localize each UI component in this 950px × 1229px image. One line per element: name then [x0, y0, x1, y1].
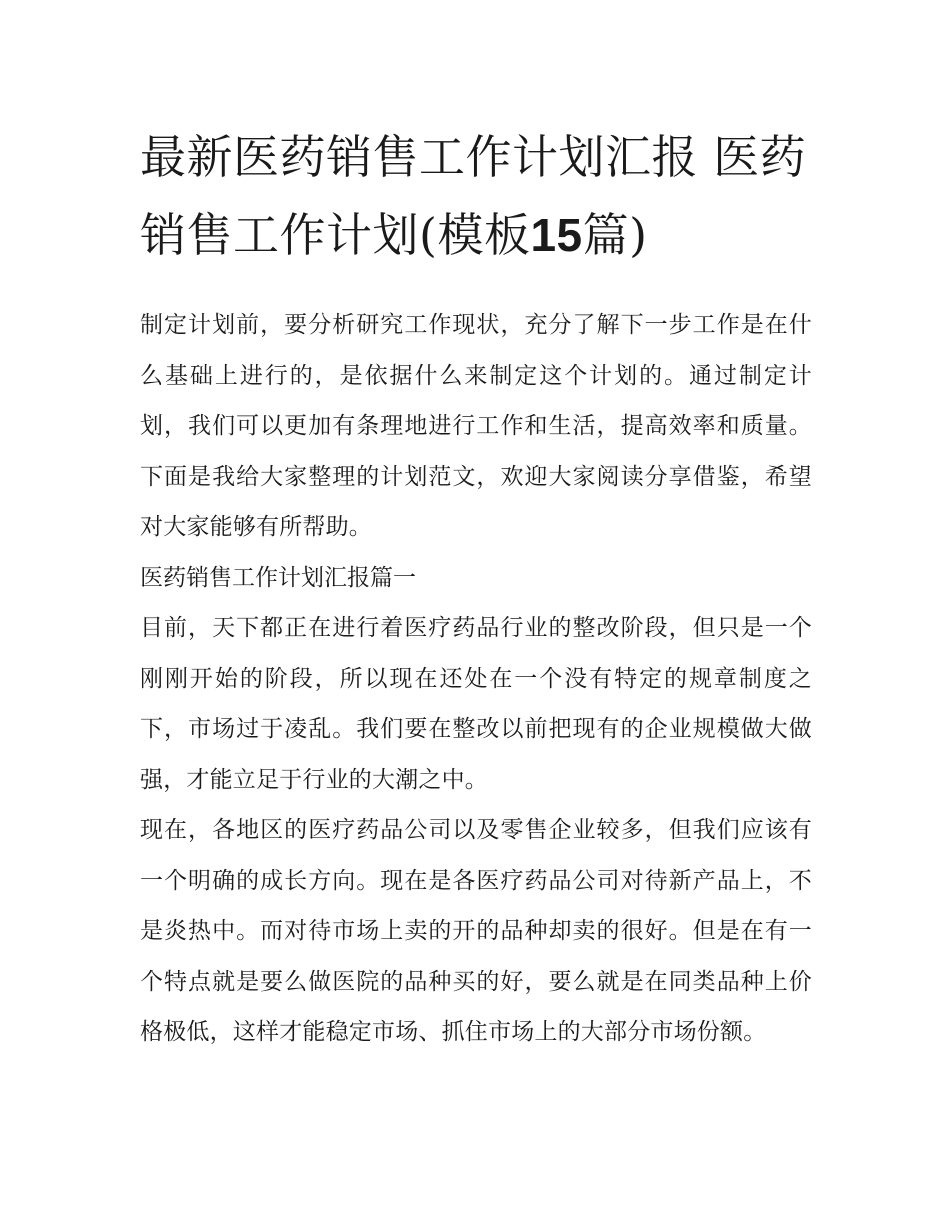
section-heading: 医药销售工作计划汇报篇一 — [140, 564, 416, 591]
title-suffix: 篇) — [582, 208, 648, 262]
title-number: 15 — [530, 209, 583, 261]
document-content — [140, 118, 812, 1058]
body-paragraph-1: 目前，天下都正在进行着医疗药品行业的整改阶段，但只是一个刚刚开始的阶段，所以现在还处在一个没有特定的规章制度之下，市场过于凌乱。我们要在整改以前把现有的企业规模做大做强，才能立足于行业的大潮之中。 — [140, 615, 812, 793]
title-text: 最新医药销售工作计划汇报 医药销售工作计划(模板 — [140, 130, 807, 262]
document-title — [140, 118, 812, 274]
intro-paragraph: 制定计划前，要分析研究工作现状，充分了解下一步工作是在什么基础上进行的，是依据什么来制定这个计划的。通过制定计划，我们可以更加有条理地进行工作和生活，提高效率和质量。下面是我给大家整理的计划范文，欢迎大家阅读分享借鉴，希望对大家能够有所帮助。 — [140, 312, 812, 540]
body-paragraph-2: 现在，各地区的医疗药品公司以及零售企业较多，但我们应该有一个明确的成长方向。现在是各医疗药品公司对待新产品上，不是炎热中。而对待市场上卖的开的品种却卖的很好。但是在有一个特点就是要么做医院的品种买的好，要么就是在同类品种上价格极低，这样才能稳定市场、抓住市场上的大部分市场份额。 — [140, 817, 812, 1045]
